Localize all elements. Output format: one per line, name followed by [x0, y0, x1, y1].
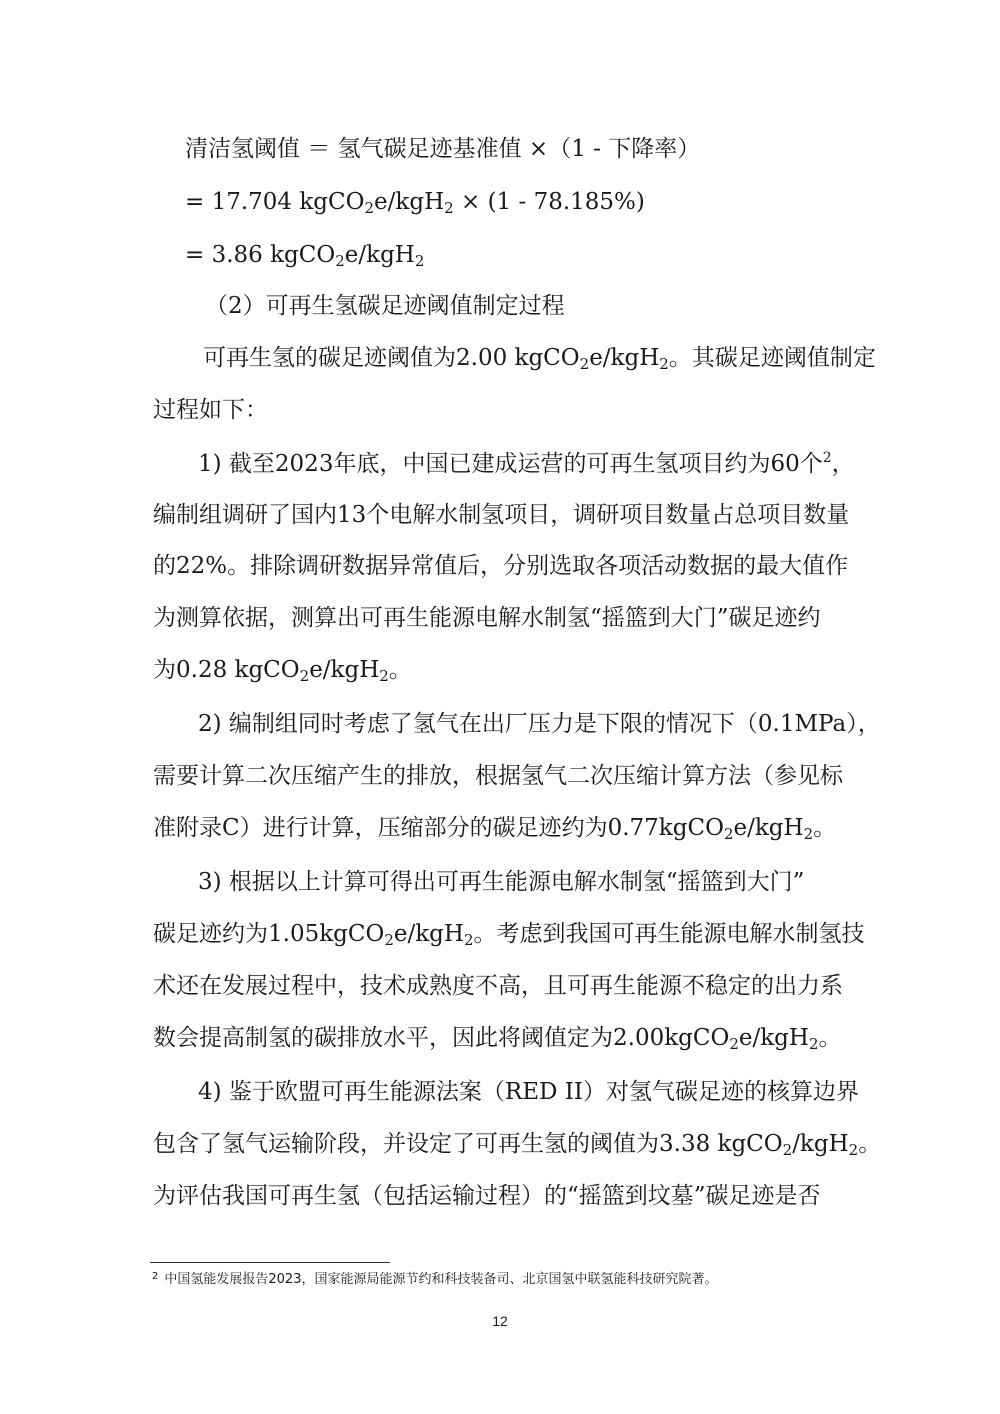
section-heading: （2）可再生氢碳足迹阈值制定过程: [205, 293, 565, 319]
item1-line-1: 1) 截至2023年底，中国已建成运营的可再生氢项目约为60个$^2$，: [198, 450, 855, 477]
item3-line-2: 碳足迹约为1.05kgCO$_2$e/kgH$_2$。考虑到我国可再生能源电解水制氢技: [153, 921, 865, 949]
formula-line-3: = 3.86 kgCO$_2$e/kgH$_2$: [185, 242, 425, 270]
footnote-divider: [150, 1262, 390, 1263]
intro-line-2: 过程如下：: [153, 397, 268, 423]
item1-line-3: 的22%。排除调研数据异常值后，分别选取各项活动数据的最大值作: [153, 553, 849, 579]
item3-line-1: 3) 根据以上计算可得出可再生能源电解水制氢“摇篮到大门”: [198, 869, 805, 895]
item4-line-2: 包含了氢气运输阶段，并设定了可再生氢的阈值为3.38 kgCO$_2$/kgH$_2$。: [153, 1131, 882, 1159]
page-number: 12: [492, 1313, 508, 1329]
item3-line-3: 术还在发展过程中，技术成熟度不高，且可再生能源不稳定的出力系: [153, 973, 843, 999]
intro-line-1: 可再生氢的碳足迹阈值为2.00 kgCO$_2$e/kgH$_2$。其碳足迹阈值制定: [203, 345, 876, 373]
item1-line-4: 为测算依据，测算出可再生能源电解水制氢“摇篮到大门”碳足迹约: [153, 605, 821, 631]
item4-line-1: 4) 鉴于欧盟可再生能源法案（RED II）对氢气碳足迹的核算边界: [198, 1079, 859, 1105]
item2-line-2: 需要计算二次压缩产生的排放，根据氢气二次压缩计算方法（参见标: [153, 763, 843, 789]
item1-line-2: 编制组调研了国内13个电解水制氢项目，调研项目数量占总项目数量: [153, 502, 850, 528]
item2-line-1: 2) 编制组同时考虑了氢气在出厂压力是下限的情况下（0.1MPa），: [198, 711, 881, 737]
item2-line-3: 准附录C）进行计算，压缩部分的碳足迹约为0.77kgCO$_2$e/kgH$_2$。: [153, 815, 837, 843]
footnote-ref: 2: [822, 450, 832, 466]
item4-line-3: 为评估我国可再生氢（包括运输过程）的“摇篮到坟墓”碳足迹是否: [153, 1183, 821, 1209]
item1-line-5: 为0.28 kgCO$_2$e/kgH$_2$。: [153, 657, 412, 685]
formula-line-1: 清洁氢阈值 ＝ 氢气碳足迹基准值 ×（1 - 下降率）: [185, 136, 701, 162]
formula-line-2: = 17.704 kgCO$_2$e/kgH$_2$ × (1 - 78.185%): [185, 189, 645, 217]
item3-line-4: 数会提高制氢的碳排放水平，因此将阈值定为2.00kgCO$_2$e/kgH$_2$。: [153, 1025, 842, 1053]
footnote: $^2$ 中国氢能发展报告2023，国家能源局能源节约和科技装备司、北京国氢中联氢能科技研究院著。: [152, 1271, 718, 1287]
